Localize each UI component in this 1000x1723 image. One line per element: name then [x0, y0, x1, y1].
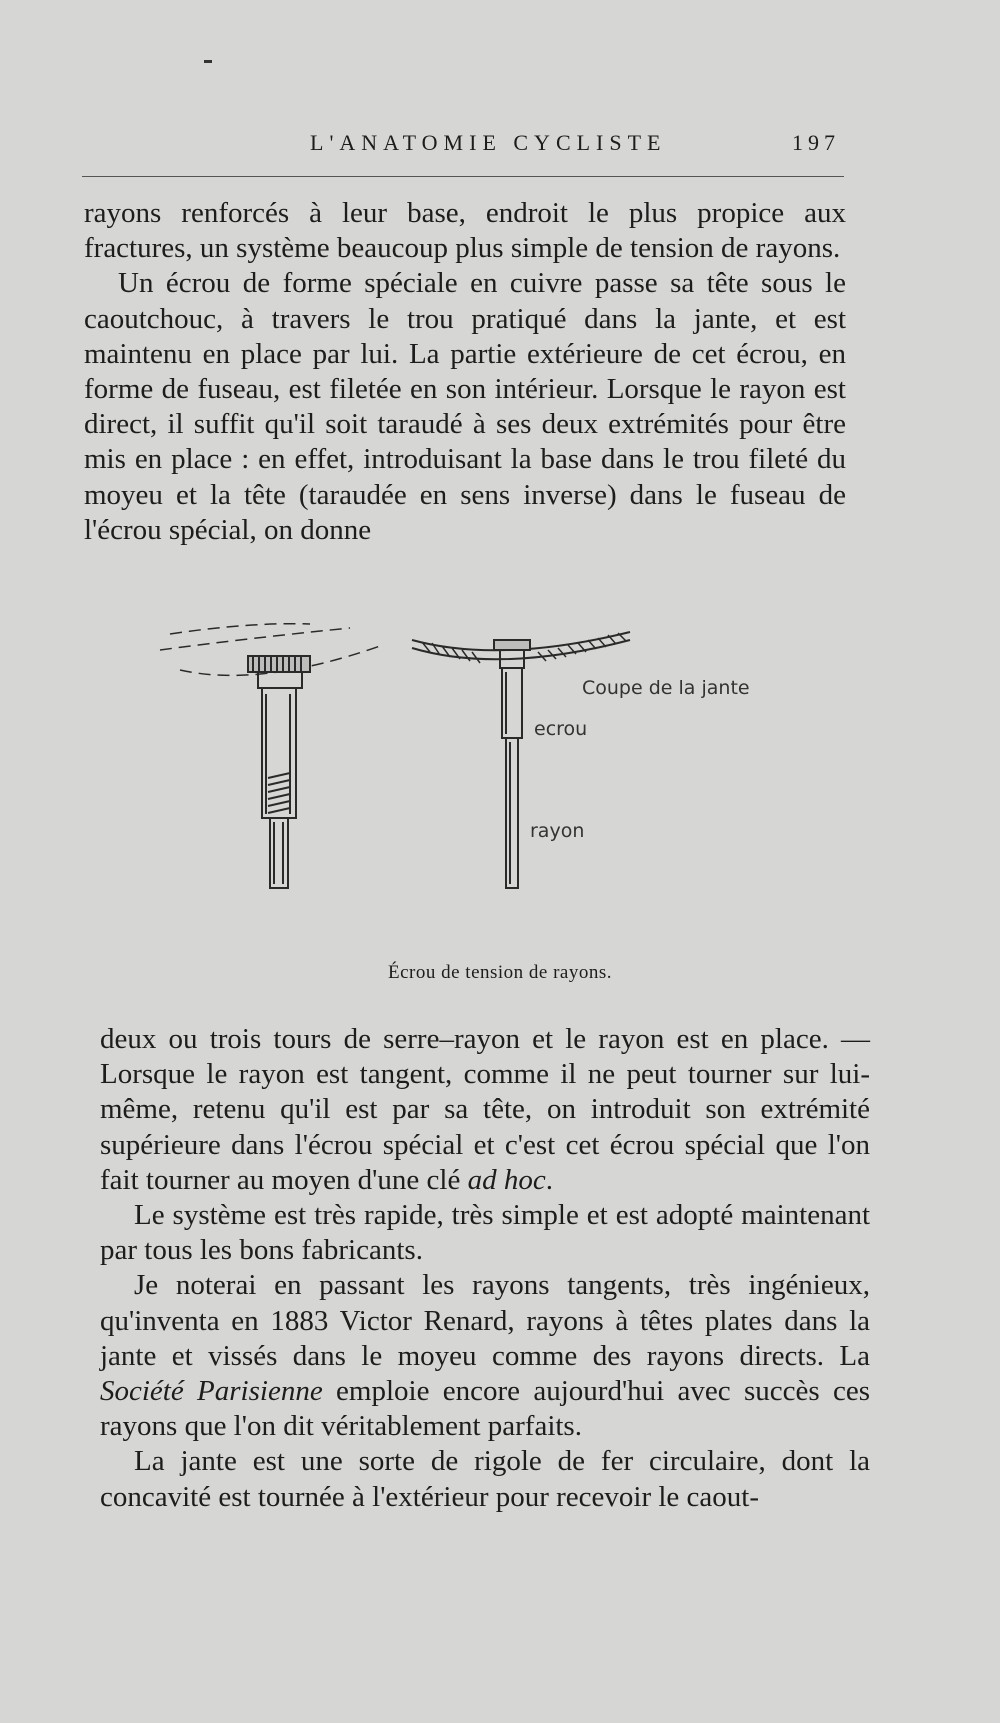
- text-run: Je noterai en passant les rayons tangents, très ingénieux, qu'inventa en 1883 Victor Renard, rayons à têtes plates dans la jante et vissés dans le moyeu comme des rayons directs. La: [100, 1269, 870, 1372]
- left-nut-drawing: [160, 624, 380, 888]
- paragraph: Un écrou de forme spéciale en cuivre passe sa tête sous le caoutchouc, à travers le trou pratiqué dans la jante, et est maintenu en place par lui. La partie extérieure de cet écrou, en forme de fuseau, est filetée en son intérieur. Lorsque le rayon est direct, il suffit qu'il soit taraudé à ses deux extrémités pour être mis en place : en effet, introduisant la base dans le trou fileté du moyeu et la tête (taraudée en sens inverse) dans le fuseau de l'écrou spécial, on donne: [84, 267, 846, 546]
- figure-caption: Écrou de tension de rayons.: [387, 962, 613, 983]
- text-run: .: [545, 1163, 553, 1196]
- italic-term: ad hoc: [467, 1163, 546, 1196]
- text-block-top: [84, 196, 846, 548]
- text-run: deux ou trois tours de serre–rayon et le rayon est en place. — Lorsque le rayon est tangent, comme il ne peut tourner sur lui-même, retenu qu'il est par sa tête, on introduit son extrémité supérieure dans l'écrou spécial et c'est cet écrou spécial que l'on fait tourner au moyen d'une clé: [100, 1023, 870, 1196]
- paragraph: rayons renforcés à leur base, endroit le plus propice aux fractures, un système beaucoup plus simple de tension de rayons.: [84, 197, 846, 265]
- page-header: [80, 128, 840, 168]
- paragraph: [100, 1022, 870, 1198]
- figure-drawing: [150, 628, 750, 958]
- right-rim-drawing: [412, 632, 630, 888]
- paragraph: [100, 1268, 870, 1444]
- paragraph: La jante est une sorte de rigole de fer circulaire, dont la concavité est tournée à l'extérieur pour recevoir le caout-: [100, 1445, 870, 1513]
- label-rim-section: Coupe de la jante: [582, 677, 750, 699]
- label-spoke: rayon: [530, 820, 585, 842]
- figure-spoke-nut: [150, 628, 750, 958]
- italic-term: Société Parisienne: [100, 1375, 323, 1408]
- paragraph: Le système est très rapide, très simple et est adopté maintenant par tous les bons fabricants.: [100, 1199, 870, 1267]
- text-run: emploie encore aujourd'hui avec succès ces rayons que l'on dit véritablement parfaits.: [100, 1375, 871, 1443]
- running-head: L'ANATOMIE CYCLISTE: [310, 130, 667, 155]
- label-nut: ecrou: [534, 718, 588, 740]
- corner-mark: [204, 60, 212, 63]
- text-block-bottom: [100, 1022, 870, 1515]
- page-number: 197: [792, 130, 840, 155]
- header-rule: [82, 176, 844, 177]
